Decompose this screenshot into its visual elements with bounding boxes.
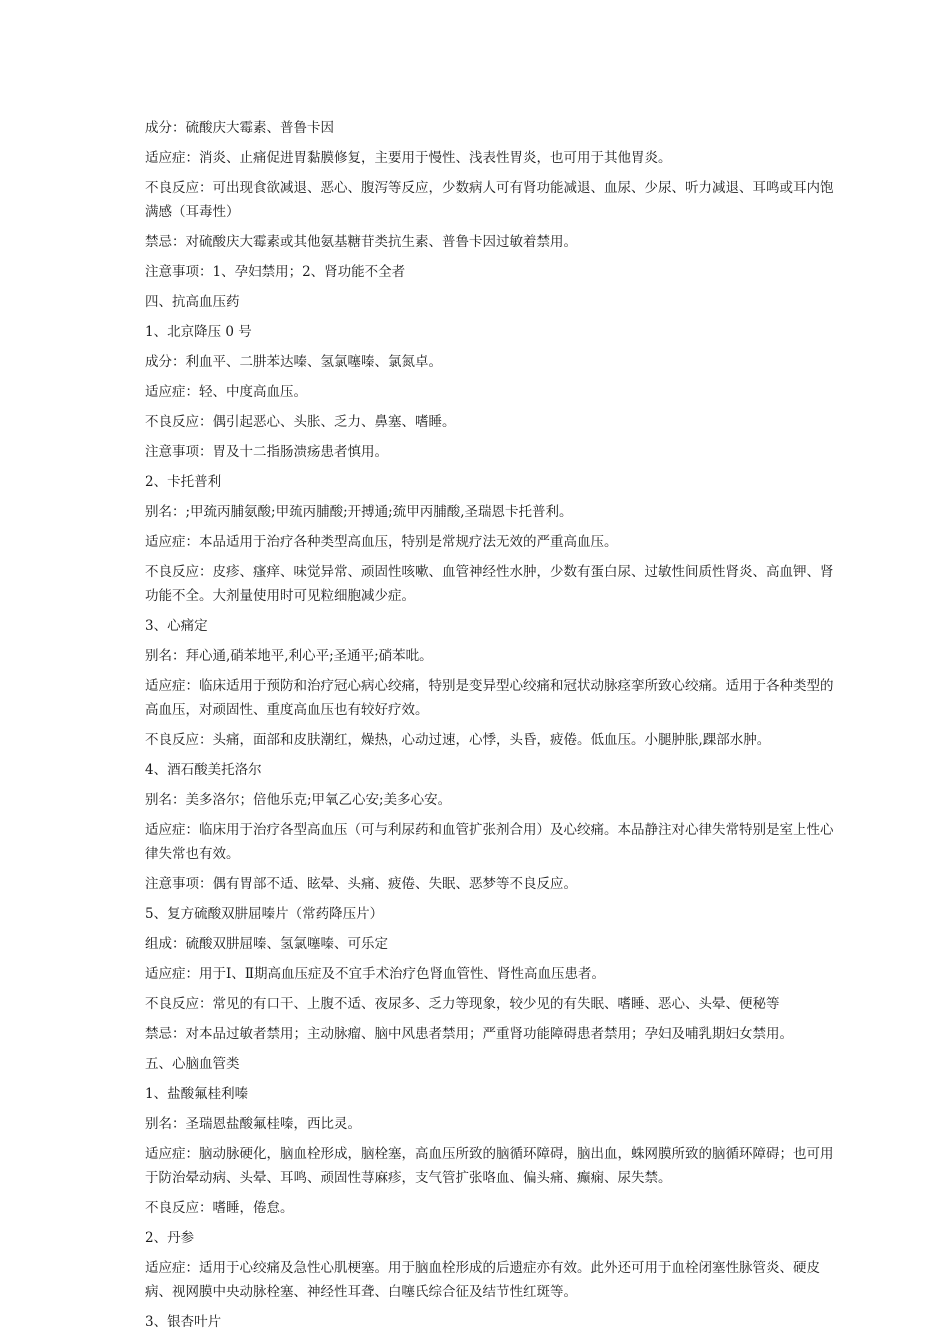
- paragraph-aliases: 别名：圣瑞恩盐酸氟桂嗪，西比灵。: [145, 1116, 361, 1132]
- paragraph-composition: 组成：硫酸双肼屈嗪、氢氯噻嗪、可乐定: [145, 936, 388, 952]
- drug-heading: 3、心痛定: [145, 618, 208, 634]
- section-heading-antihypertensive: 四、抗高血压药: [145, 294, 240, 310]
- paragraph-indications: 适应症：用于Ⅰ、Ⅱ期高血压症及不宜手术治疗色肾血管性、肾性高血压患者。: [145, 966, 606, 982]
- drug-heading: 4、酒石酸美托洛尔: [145, 762, 262, 778]
- paragraph-adverse-reactions: 不良反应：嗜睡，倦怠。: [145, 1200, 294, 1216]
- paragraph-adverse-reactions: 不良反应：偶引起恶心、头胀、乏力、鼻塞、嗜睡。: [145, 414, 456, 430]
- paragraph-adverse-reactions: 不良反应：常见的有口干、上腹不适、夜尿多、乏力等现象，较少见的有失眠、嗜睡、恶心、头晕、便秘等: [145, 996, 780, 1012]
- paragraph-indications: 适应症：临床适用于预防和治疗冠心病心绞痛，特别是变异型心绞痛和冠状动脉痉挛所致心绞痛。适用于各种类型的高血压，对顽固性、重度高血压也有较好疗效。: [145, 678, 834, 718]
- paragraph-indications: 适应症：消炎、止痛促进胃黏膜修复，主要用于慢性、浅表性胃炎，也可用于其他胃炎。: [145, 150, 672, 166]
- paragraph-ingredients: 成分：利血平、二肼苯达嗪、氢氯噻嗪、氯氮卓。: [145, 354, 442, 370]
- paragraph-adverse-reactions: 不良反应：皮疹、瘙痒、味觉异常、顽固性咳嗽、血管神经性水肿，少数有蛋白尿、过敏性间质性肾炎、高血钾、肾功能不全。大剂量使用时可见粒细胞减少症。: [145, 564, 834, 604]
- document-body: [145, 116, 835, 1340]
- paragraph-precautions: 注意事项：1、孕妇禁用；2、肾功能不全者: [145, 264, 406, 280]
- paragraph-precautions: 注意事项：胃及十二指肠溃疡患者慎用。: [145, 444, 388, 460]
- drug-heading: 2、卡托普利: [145, 474, 222, 490]
- paragraph-indications: 适应症：临床用于治疗各型高血压（可与利尿药和血管扩张剂合用）及心绞痛。本品静注对心律失常特别是室上性心律失常也有效。: [145, 822, 834, 862]
- drug-heading: 5、复方硫酸双肼屈嗪片（常药降压片）: [145, 906, 384, 922]
- paragraph-ingredients: 成分：硫酸庆大霉素、普鲁卡因: [145, 120, 334, 136]
- paragraph-indications: 适应症：适用于心绞痛及急性心肌梗塞。用于脑血栓形成的后遗症亦有效。此外还可用于血栓闭塞性脉管炎、硬皮病、视网膜中央动脉栓塞、神经性耳聋、白噻氏综合征及结节性红斑等。: [145, 1260, 820, 1300]
- drug-heading: 2、丹参: [145, 1230, 195, 1246]
- section-heading-cardio-cerebrovascular: 五、心脑血管类: [145, 1056, 240, 1072]
- paragraph-precautions: 注意事项：偶有胃部不适、眩晕、头痛、疲倦、失眠、恶梦等不良反应。: [145, 876, 577, 892]
- paragraph-contraindications: 禁忌：对硫酸庆大霉素或其他氨基糖苷类抗生素、普鲁卡因过敏着禁用。: [145, 234, 577, 250]
- paragraph-indications: 适应症：本品适用于治疗各种类型高血压，特别是常规疗法无效的严重高血压。: [145, 534, 618, 550]
- paragraph-adverse-reactions: 不良反应：可出现食欲减退、恶心、腹泻等反应，少数病人可有肾功能减退、血尿、少尿、听力减退、耳鸣或耳内饱满感（耳毒性）: [145, 180, 834, 220]
- paragraph-indications: 适应症：轻、中度高血压。: [145, 384, 307, 400]
- paragraph-indications: 适应症：脑动脉硬化，脑血栓形成，脑栓塞，高血压所致的脑循环障碍，脑出血，蛛网膜所致的脑循环障碍；也可用于防治晕动病、头晕、耳鸣、顽固性荨麻疹，支气管扩张咯血、偏头痛、癫痫、尿失禁。: [145, 1146, 834, 1186]
- drug-heading: 1、盐酸氟桂利嗪: [145, 1086, 249, 1102]
- drug-heading: 1、北京降压 0 号: [145, 324, 252, 340]
- drug-heading: 3、银杏叶片: [145, 1314, 222, 1330]
- paragraph-aliases: 别名：;甲巯丙脯氨酸;甲巯丙脯酸;开搏通;巯甲丙脯酸,圣瑞恩卡托普利。: [145, 504, 573, 520]
- paragraph-contraindications: 禁忌：对本品过敏者禁用；主动脉瘤、脑中风患者禁用；严重肾功能障碍患者禁用；孕妇及哺乳期妇女禁用。: [145, 1026, 793, 1042]
- paragraph-aliases: 别名：美多洛尔；倍他乐克;甲氧乙心安;美多心安。: [145, 792, 452, 808]
- paragraph-aliases: 别名：拜心通,硝苯地平,利心平;圣通平;硝苯吡。: [145, 648, 433, 664]
- paragraph-adverse-reactions: 不良反应：头痛，面部和皮肤潮红，燥热，心动过速，心悸，头昏，疲倦。低血压。小腿肿胀,踝部水肿。: [145, 732, 771, 748]
